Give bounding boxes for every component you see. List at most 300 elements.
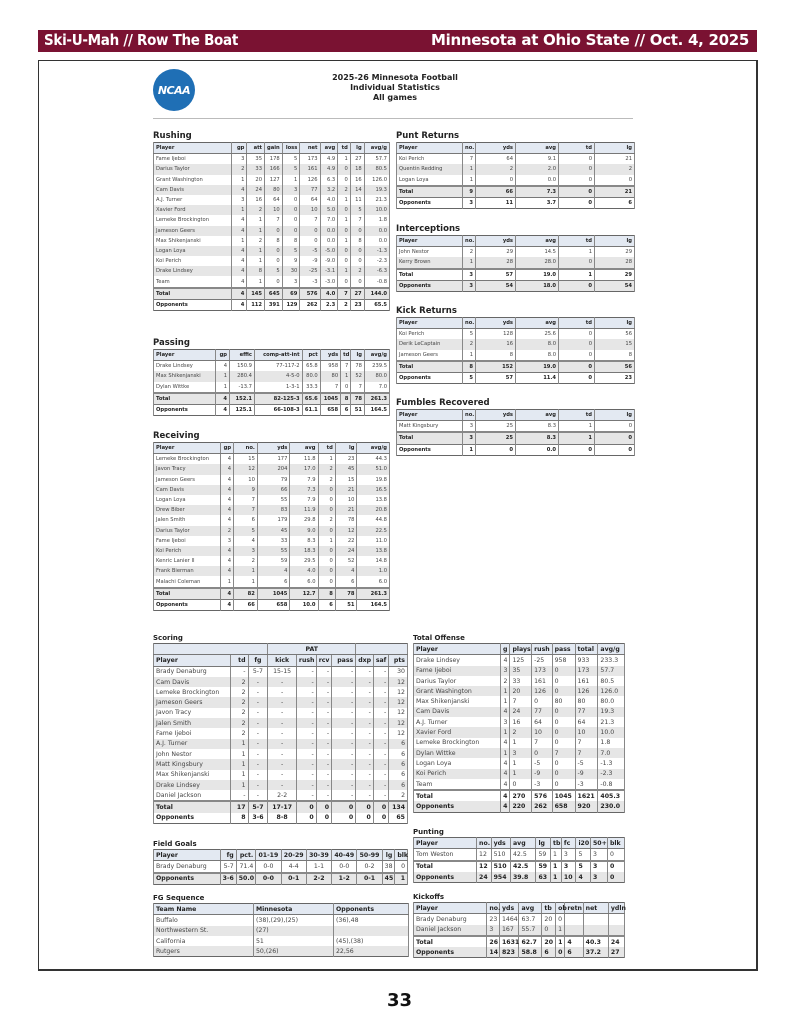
stat-cell: 30 [389, 666, 408, 677]
stat-cell: 0 [559, 257, 595, 268]
stat-cell: 4 [221, 566, 234, 576]
stat-cell: 3 [487, 925, 500, 936]
stat-cell: 173 [575, 666, 598, 676]
player-name: Xavier Ford [154, 205, 232, 215]
stat-cell: 0 [316, 801, 331, 812]
stat-cell: 23 [335, 454, 357, 465]
stat-cell: 1.8 [364, 215, 389, 225]
total-row [154, 288, 390, 300]
stat-cell: 2 [232, 164, 247, 174]
stat-cell: - [248, 770, 268, 780]
stat-cell: 0 [356, 813, 374, 824]
table-row [414, 769, 625, 779]
stat-cell: 14 [350, 185, 364, 195]
blank-header [356, 644, 408, 655]
stat-cell: 126.0 [364, 175, 389, 185]
stat-cell: 1045 [552, 790, 575, 801]
field-goals-table [153, 849, 408, 885]
stat-cell: 0 [296, 813, 316, 824]
stat-cell: 0 [318, 566, 335, 576]
stat-cell: - [332, 666, 356, 677]
stat-cell: 933 [575, 655, 598, 666]
stat-cell: - [316, 708, 331, 718]
player-name: Javon Tracy [154, 464, 221, 474]
stat-cell: 3 [590, 872, 607, 883]
player-name: Cam Davis [154, 485, 221, 495]
stat-cell: 3 [282, 185, 300, 195]
stat-cell: 57.7 [598, 666, 625, 676]
column-header: effic [230, 350, 255, 361]
stat-cell: 0 [532, 748, 552, 758]
stat-cell: 576 [300, 288, 320, 300]
column-header: avg [320, 143, 338, 154]
stat-cell [565, 914, 583, 925]
table-row [397, 350, 635, 361]
stat-cell: 1 [230, 739, 248, 749]
stat-cell: 1 [463, 257, 476, 268]
stat-cell: 0 [559, 197, 595, 208]
stat-cell: - [373, 718, 388, 728]
stat-cell: 220 [510, 801, 532, 812]
stat-cell: - [316, 770, 331, 780]
stat-cell: - [316, 666, 331, 677]
stat-cell: 1 [463, 350, 476, 361]
stat-cell: - [268, 749, 297, 759]
stat-cell: 1 [463, 164, 476, 174]
table-row [154, 556, 390, 566]
stat-cell: 129 [282, 299, 300, 310]
column-header: td [559, 143, 595, 154]
stat-cell: 233.3 [598, 655, 625, 666]
stat-cell: 12 [389, 718, 408, 728]
stat-cell: 7 [510, 696, 532, 706]
player-name: Dylan Wittke [154, 382, 216, 393]
stat-cell: 57.7 [364, 154, 389, 165]
stat-cell: -5 [532, 758, 552, 768]
column-header: no. [234, 443, 258, 454]
stat-cell: 1-3-1 [254, 382, 302, 393]
stat-cell: 1 [232, 236, 247, 246]
stat-cell: 7 [552, 748, 575, 758]
stat-cell: 167 [500, 925, 519, 936]
stat-cell: 3 [221, 536, 234, 546]
player-name: Grant Washington [154, 175, 232, 185]
stat-cell: 4.0 [320, 195, 338, 205]
stat-cell: 45 [382, 873, 395, 885]
stat-cell: 0 [552, 779, 575, 790]
stat-cell: 8 [247, 266, 265, 276]
row-label: Opponents [397, 280, 463, 291]
player-name: Rutgers [154, 946, 254, 957]
header-divider [153, 118, 633, 119]
player-name: Lemeke Brockington [154, 687, 231, 697]
table-row [154, 546, 390, 556]
stat-cell: 4 [221, 495, 234, 505]
stat-cell: 658 [320, 404, 340, 415]
player-name: Jalen Smith [154, 718, 231, 728]
total-offense-table [413, 643, 625, 813]
table-row [414, 696, 625, 706]
player-name: Koi Perich [397, 154, 463, 165]
table-row [154, 526, 390, 536]
stat-cell: 270 [510, 790, 532, 801]
stat-cell: 2 [318, 475, 335, 485]
report-heading [270, 73, 520, 103]
stat-cell: - [296, 790, 316, 801]
column-header: lg [351, 350, 365, 361]
stat-cell: - [373, 666, 388, 677]
stat-cell: 20 [542, 914, 556, 925]
table-row [397, 164, 635, 174]
stat-cell: 63.7 [519, 914, 542, 925]
table-row [154, 749, 408, 759]
player-name: A.J. Turner [414, 717, 501, 727]
column-header: g [500, 644, 510, 655]
stat-cell: - [373, 728, 388, 738]
stat-cell: - [268, 728, 297, 738]
stat-cell: 83 [257, 505, 289, 515]
player-name: Max Shikenjanski [414, 696, 501, 706]
stat-cell: 5-7 [248, 801, 268, 812]
column-header: kick [268, 655, 297, 666]
stat-cell: 0 [552, 666, 575, 676]
stat-cell: - [332, 749, 356, 759]
stat-cell: 11 [350, 195, 364, 205]
stat-cell: 24 [247, 185, 265, 195]
table-row [154, 770, 408, 780]
stat-cell: 3 [463, 280, 476, 291]
stat-cell: 4 [232, 246, 247, 256]
stat-cell: 4 [500, 655, 510, 666]
stat-cell: 52 [351, 371, 365, 381]
table-row [154, 266, 390, 276]
stat-cell: 44.3 [357, 454, 390, 465]
stat-cell: 1 [510, 738, 532, 748]
stat-cell: 29.8 [290, 515, 318, 525]
stat-cell: 16 [476, 339, 516, 349]
stat-cell: - [296, 677, 316, 687]
stat-cell: 7.0 [598, 748, 625, 758]
stat-cell: 62.7 [519, 936, 542, 947]
stat-cell: (45),(38) [334, 936, 409, 946]
stat-cell: 42.5 [510, 849, 535, 861]
stat-cell: 7.3 [290, 485, 318, 495]
stat-cell: - [316, 739, 331, 749]
stat-cell: (38),(29),(25) [254, 915, 334, 926]
column-header: Opponents [334, 904, 409, 915]
stat-cell: 5 [350, 205, 364, 215]
stat-cell: 0 [338, 256, 351, 266]
row-label: Opponents [154, 599, 221, 610]
stat-cell: 17-17 [268, 801, 297, 812]
table-row [154, 946, 409, 957]
opponents-row [154, 299, 390, 310]
column-header: no. [477, 838, 492, 849]
header-row [154, 143, 390, 154]
stat-cell: 19.0 [516, 361, 559, 373]
stat-cell: 178 [265, 154, 283, 165]
stat-cell: 35 [510, 666, 532, 676]
player-name: Logan Loya [397, 175, 463, 186]
stat-cell: 10 [234, 475, 258, 485]
stat-cell: 7 [341, 361, 351, 372]
stat-cell: 7 [265, 215, 283, 225]
stat-cell: 63 [536, 872, 551, 883]
stat-cell: 7 [532, 738, 552, 748]
kick-returns-table [396, 317, 635, 384]
stat-cell: 6.0 [290, 576, 318, 587]
interceptions-table [396, 235, 635, 292]
stat-cell: 8.0 [516, 339, 559, 349]
column-header: saf [373, 655, 388, 666]
stat-cell: 4 [221, 464, 234, 474]
scoring-section [153, 633, 408, 824]
stat-cell: 5 [282, 246, 300, 256]
stat-cell: 66-108-3 [254, 404, 302, 415]
stat-cell: - [332, 697, 356, 707]
player-name: Koi Perich [414, 769, 501, 779]
stat-cell: 0 [595, 421, 635, 433]
stat-cell: 65.5 [364, 299, 389, 310]
stat-cell: - [316, 728, 331, 738]
report-scope: All games [372, 93, 418, 102]
stat-cell: 0.0 [364, 226, 389, 236]
table-row [154, 915, 409, 926]
stat-cell: 2 [247, 205, 265, 215]
stat-cell: 1 [500, 727, 510, 737]
stat-cell: 18.3 [290, 546, 318, 556]
stat-cell: - [296, 708, 316, 718]
header-row [414, 838, 625, 849]
stat-cell: 3 [232, 195, 247, 205]
stat-cell: 29 [476, 247, 516, 258]
stat-cell: 80.0 [302, 371, 320, 381]
table-row [154, 475, 390, 485]
stat-cell: 29 [595, 247, 635, 258]
stat-cell: 11 [476, 197, 516, 208]
stat-cell: 0 [559, 164, 595, 174]
stat-cell: 5 [463, 372, 476, 383]
stat-cell: 6 [257, 576, 289, 587]
column-header: no. [487, 903, 500, 914]
stat-cell: 0 [316, 813, 331, 824]
stat-cell: 12 [389, 687, 408, 697]
stat-cell: 19.3 [364, 185, 389, 195]
stat-cell: 9.1 [516, 154, 559, 165]
stat-cell: 125.1 [230, 404, 255, 415]
stat-cell: 82 [234, 588, 258, 600]
table-row [154, 361, 390, 372]
stat-cell: 954 [491, 872, 510, 883]
row-label: Total [397, 432, 463, 444]
stat-cell: 24 [335, 546, 357, 556]
stat-cell: 33 [247, 164, 265, 174]
column-header: td [559, 410, 595, 421]
column-header: fg [248, 655, 268, 666]
stat-cell: 126 [532, 686, 552, 696]
stat-cell: 65 [389, 813, 408, 824]
stat-cell: 405.3 [598, 790, 625, 801]
page-number: 33 [386, 990, 413, 1011]
stat-cell: 51 [351, 404, 365, 415]
stat-cell: 4.9 [320, 164, 338, 174]
stat-cell: 0 [542, 925, 556, 936]
stat-cell: 261.3 [364, 393, 389, 405]
section-title: Kick Returns [396, 306, 457, 316]
stat-cell: 16 [247, 195, 265, 205]
stat-cell: 958 [552, 655, 575, 666]
column-header: avg [290, 443, 318, 454]
receiving-table [153, 442, 390, 611]
stat-cell: - [248, 790, 268, 801]
stat-cell: 77 [532, 707, 552, 717]
stat-cell: 44.8 [357, 515, 390, 525]
section-title: FG Sequence [153, 894, 205, 902]
stat-cell: 2-2 [268, 790, 297, 801]
stat-cell: 3 [561, 849, 576, 861]
stat-cell: 0 [559, 339, 595, 349]
player-name: Kerry Brown [397, 257, 463, 268]
stat-cell: 4 [232, 276, 247, 287]
stat-cell: 28.0 [516, 257, 559, 268]
stat-cell: 7 [463, 154, 476, 165]
player-name: Darius Taylor [414, 676, 501, 686]
player-name: Darius Taylor [154, 526, 221, 536]
stat-cell: 5-7 [220, 861, 236, 873]
stat-cell: 0 [282, 205, 300, 215]
table-row [397, 329, 635, 340]
stat-cell: -5 [575, 758, 598, 768]
column-header: yds [500, 903, 519, 914]
stat-cell: 0 [338, 246, 351, 256]
column-header: td [318, 443, 335, 454]
stat-cell: - [296, 697, 316, 707]
player-name: Fame Ijeboi [154, 728, 231, 738]
stat-cell: - [268, 687, 297, 697]
table-row [397, 339, 635, 349]
stat-cell: - [332, 780, 356, 790]
stat-cell: 0 [332, 813, 356, 824]
stat-cell: 1 [247, 246, 265, 256]
blank-header [154, 644, 268, 655]
punt-returns-section [396, 131, 634, 209]
stat-cell: 1 [338, 195, 351, 205]
stat-cell: 4 [500, 790, 510, 801]
stat-cell: 1 [500, 696, 510, 706]
column-header: Player [397, 143, 463, 154]
stat-cell: -25 [300, 266, 320, 276]
stat-cell: - [373, 687, 388, 697]
stat-cell: -3.1 [320, 266, 338, 276]
stat-cell [608, 914, 624, 925]
stat-cell: 1 [247, 256, 265, 266]
player-name: Brady Denaburg [414, 914, 487, 925]
table-row [154, 566, 390, 576]
stat-cell: 1 [221, 576, 234, 587]
stat-cell: 0 [338, 226, 351, 236]
column-header: ob [556, 903, 565, 914]
table-row [154, 495, 390, 505]
stat-cell: 0-0 [256, 861, 281, 873]
stat-cell: - [373, 749, 388, 759]
stat-cell: 1 [395, 873, 408, 885]
column-header: rush [532, 644, 552, 655]
stat-cell: -9 [300, 256, 320, 266]
column-header: td [341, 350, 351, 361]
stat-cell: 0 [556, 914, 565, 925]
column-header: yds [257, 443, 289, 454]
column-header: 40-49 [332, 850, 357, 861]
stat-cell: 80.5 [364, 164, 389, 174]
rushing-section [153, 131, 390, 311]
row-label: Total [154, 393, 216, 405]
stat-cell: 0 [282, 195, 300, 205]
table-row [414, 686, 625, 696]
player-name: Matt Kingsbury [154, 759, 231, 769]
player-name: Javon Tracy [154, 708, 231, 718]
stat-cell: 2 [318, 515, 335, 525]
stat-cell: - [356, 708, 374, 718]
stat-cell: - [296, 770, 316, 780]
player-name: Dylan Wittke [414, 748, 501, 758]
column-header: fc [561, 838, 576, 849]
stat-cell: 2 [350, 266, 364, 276]
section-title: Receiving [153, 431, 200, 441]
player-name: Max Shikenjanski [154, 371, 216, 381]
stat-cell: 2 [389, 790, 408, 801]
stat-cell: 152 [476, 361, 516, 373]
column-header: net [300, 143, 320, 154]
stat-cell: 10 [265, 205, 283, 215]
table-row [414, 925, 625, 936]
column-header: lg [595, 410, 635, 421]
table-row [397, 247, 635, 258]
stat-cell: 0 [559, 361, 595, 373]
stat-cell: 0 [350, 226, 364, 236]
stat-cell: - [296, 666, 316, 677]
stat-cell: 7.0 [364, 382, 389, 393]
fg-sequence-table [153, 903, 409, 957]
stat-cell: 35 [247, 154, 265, 165]
row-label: Opponents [397, 444, 463, 455]
stat-cell: 8 [341, 393, 351, 405]
stat-cell: 1 [559, 247, 595, 258]
stat-cell: 658 [552, 801, 575, 812]
table-row [154, 371, 390, 381]
table-row [414, 676, 625, 686]
stat-cell: - [356, 790, 374, 801]
player-name: Tom Weston [414, 849, 477, 861]
table-row [154, 382, 390, 393]
stat-cell: 6.3 [320, 175, 338, 185]
stat-cell: 12 [389, 728, 408, 738]
table-row [154, 276, 390, 287]
row-label: Opponents [397, 197, 463, 208]
stat-cell: 0 [338, 205, 351, 215]
stat-cell: -13.7 [230, 382, 255, 393]
stat-cell: 78 [351, 361, 365, 372]
stat-cell: 4 [232, 288, 247, 300]
stat-cell: 2 [247, 236, 265, 246]
stat-cell: 19.8 [357, 475, 390, 485]
stat-cell: 40.3 [583, 936, 608, 947]
column-header: avg/g [598, 644, 625, 655]
column-header: ydln [608, 903, 624, 914]
section-title: Scoring [153, 634, 183, 642]
header-banner [38, 30, 757, 52]
row-label: Total [397, 186, 463, 198]
column-header: avg/g [364, 350, 389, 361]
